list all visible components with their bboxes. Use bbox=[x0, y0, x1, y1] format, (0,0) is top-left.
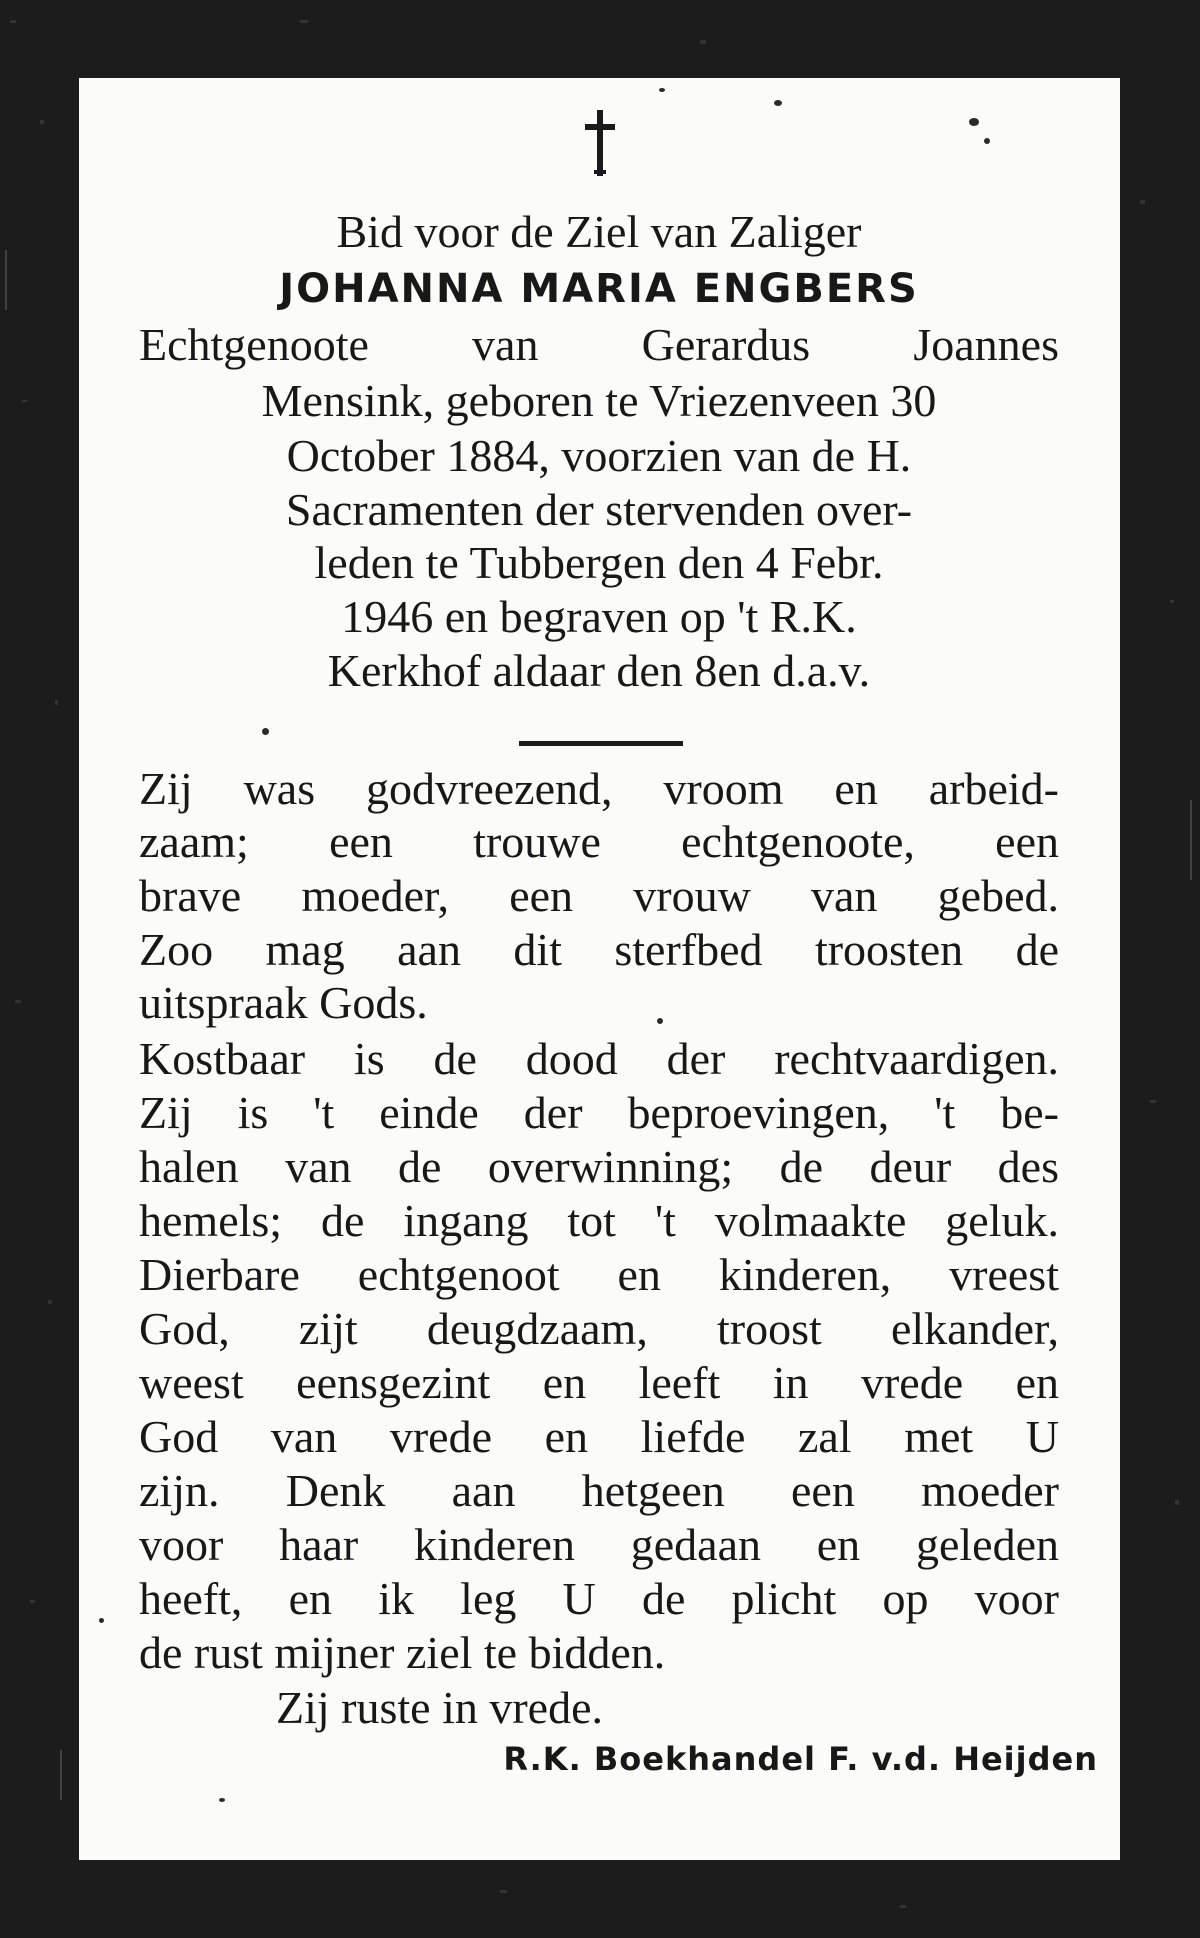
biography-line: Sacramenten der stervenden over- bbox=[285, 484, 913, 535]
tribute-line: Zij was godvreezend, vroom en arbeid- bbox=[139, 763, 1059, 814]
tribute-line: Zoo mag aan dit sterfbed troosten de bbox=[139, 924, 1059, 975]
verse-line: hemels; de ingang tot 't volmaakte geluk. bbox=[139, 1195, 1059, 1246]
tribute-line: brave moeder, een vrouw van gebed. bbox=[139, 870, 1059, 921]
divider bbox=[519, 741, 683, 746]
verse-line: heeft, en ik leg U de plicht op voor bbox=[139, 1573, 1059, 1624]
biography-line: 1946 en begraven op 't R.K. bbox=[341, 591, 857, 642]
biography-line: October 1884, voorzien van de H. bbox=[286, 430, 912, 481]
print-speck bbox=[659, 88, 665, 92]
verse-line: zijn. Denk aan hetgeen een moeder bbox=[139, 1465, 1059, 1516]
biography-line: Kerkhof aldaar den 8en d.a.v. bbox=[327, 645, 871, 696]
tribute-line: uitspraak Gods. bbox=[139, 977, 428, 1028]
verse-line: God, zijt deugdzaam, troost elkander, bbox=[139, 1303, 1059, 1354]
biography-line: leden te Tubbergen den 4 Febr. bbox=[314, 537, 884, 588]
verse-line: God van vrede en liefde zal met U bbox=[139, 1411, 1059, 1462]
print-speck bbox=[657, 1018, 663, 1024]
biography-line: Echtgenoote van Gerardus Joannes bbox=[139, 319, 1059, 370]
print-speck bbox=[219, 1798, 225, 1802]
print-speck bbox=[99, 1618, 104, 1623]
print-speck bbox=[984, 138, 990, 144]
verse-line: Kostbaar is de dood der rechtvaardigen. bbox=[139, 1033, 1059, 1084]
tribute-line: zaam; een trouwe echtgenoote, een bbox=[139, 816, 1059, 867]
verse-line: de rust mijner ziel te bidden. bbox=[139, 1627, 666, 1678]
invocation: Bid voor de Ziel van Zaliger bbox=[336, 206, 862, 257]
deceased-name: JOHANNA MARIA ENGBERS bbox=[279, 266, 919, 312]
publisher-imprint: R.K. Boekhandel F. v.d. Heijden bbox=[503, 1740, 1098, 1778]
print-speck bbox=[969, 118, 979, 126]
verse-line: halen van de overwinning; de deur des bbox=[139, 1141, 1059, 1192]
closing-blessing: Zij ruste in vrede. bbox=[276, 1682, 604, 1733]
print-speck bbox=[262, 728, 269, 735]
cross-icon bbox=[79, 108, 1120, 178]
verse-line: Dierbare echtgenoot en kinderen, vreest bbox=[139, 1249, 1059, 1300]
biography-line: Mensink, geboren te Vriezenveen 30 bbox=[261, 375, 937, 426]
verse-line: voor haar kinderen gedaan en geleden bbox=[139, 1519, 1059, 1570]
verse-line: Zij is 't einde der beproevingen, 't be- bbox=[139, 1087, 1059, 1138]
print-speck bbox=[774, 100, 782, 106]
card-paper bbox=[79, 78, 1120, 1860]
verse-line: weest eensgezint en leeft in vrede en bbox=[139, 1357, 1059, 1408]
